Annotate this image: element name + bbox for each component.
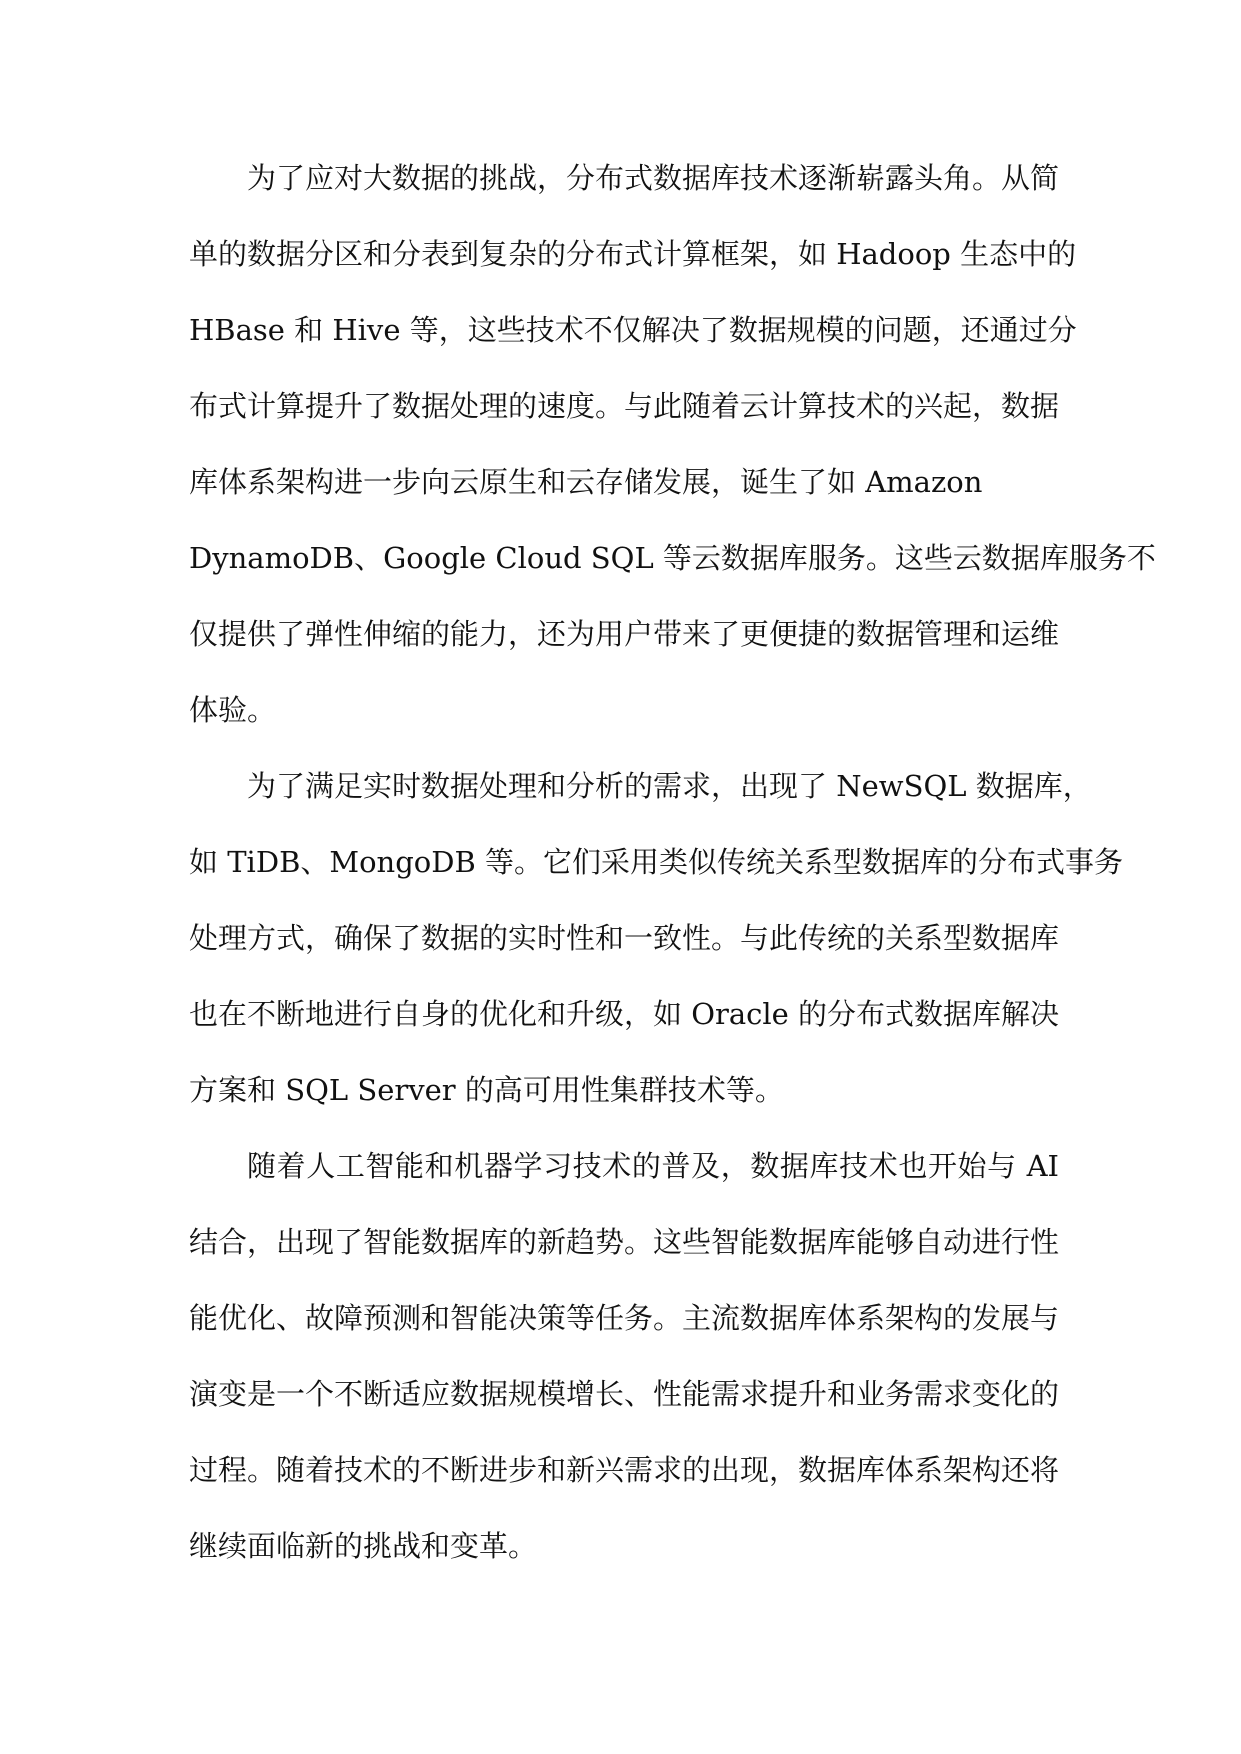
text-line: 结合，出现了智能数据库的新趋势。这些智能数据库能够自动进行性	[189, 1225, 1060, 1259]
text-line: 随着人工智能和机器学习技术的普及，数据库技术也开始与 AI	[247, 1149, 1059, 1183]
text-line: 处理方式，确保了数据的实时性和一致性。与此传统的关系型数据库	[189, 921, 1060, 955]
text-line: 也在不断地进行自身的优化和升级，如 Oracle 的分布式数据库解决	[189, 997, 1060, 1031]
text-line: DynamoDB、Google Cloud SQL 等云数据库服务。这些云数据库服务不	[189, 541, 1156, 575]
text-line: 库体系架构进一步向云原生和云存储发展，诞生了如 Amazon	[189, 465, 983, 499]
text-line: 如 TiDB、MongoDB 等。它们采用类似传统关系型数据库的分布式事务	[189, 845, 1124, 879]
text-line: 继续面临新的挑战和变革。	[189, 1529, 538, 1563]
text-line: 过程。随着技术的不断进步和新兴需求的出现，数据库体系架构还将	[189, 1453, 1060, 1487]
paragraph-2	[189, 748, 1124, 1128]
document-body	[189, 140, 1156, 1584]
text-line: 为了满足实时数据处理和分析的需求，出现了 NewSQL 数据库，	[247, 769, 1092, 803]
paragraph-1	[189, 140, 1156, 748]
text-line: 布式计算提升了数据处理的速度。与此随着云计算技术的兴起，数据	[189, 389, 1060, 423]
text-line: 体验。	[189, 693, 277, 727]
text-line: HBase 和 Hive 等，这些技术不仅解决了数据规模的问题，还通过分	[189, 313, 1077, 347]
text-line: 演变是一个不断适应数据规模增长、性能需求提升和业务需求变化的	[189, 1377, 1060, 1411]
text-line: 能优化、故障预测和智能决策等任务。主流数据库体系架构的发展与	[189, 1301, 1060, 1335]
text-line: 为了应对大数据的挑战，分布式数据库技术逐渐崭露头角。从简	[247, 161, 1060, 195]
text-line: 仅提供了弹性伸缩的能力，还为用户带来了更便捷的数据管理和运维	[189, 617, 1060, 651]
text-line: 方案和 SQL Server 的高可用性集群技术等。	[189, 1073, 784, 1107]
text-line: 单的数据分区和分表到复杂的分布式计算框架，如 Hadoop 生态中的	[189, 237, 1077, 271]
paragraph-3	[189, 1128, 1059, 1584]
